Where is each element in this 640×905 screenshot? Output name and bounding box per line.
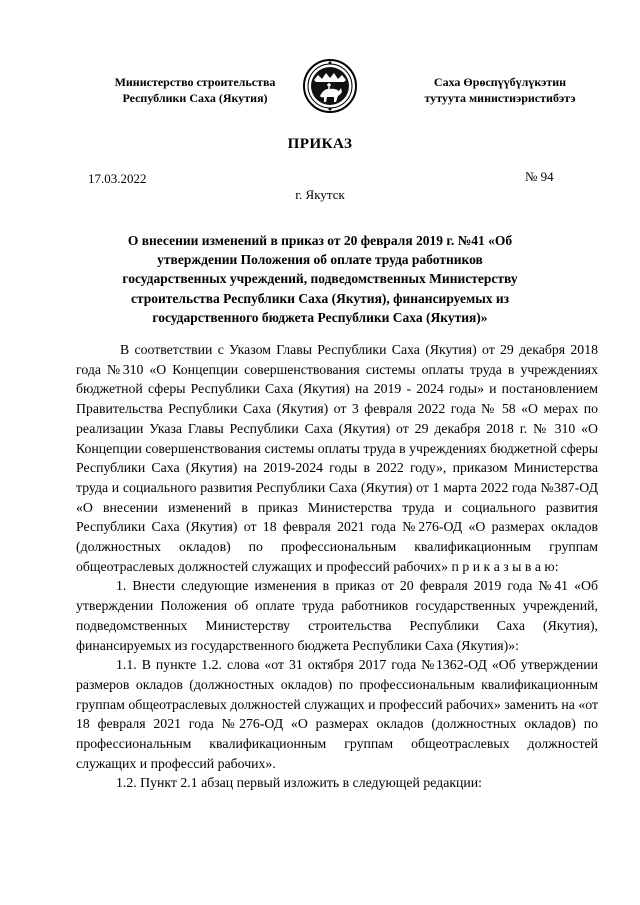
order-body [76,340,598,793]
item-1-1-paragraph: 1.1. В пункте 1.2. слова «от 31 октября 2017 года №1362-ОД «Об утверждении размеров окладов (должностных окладов) по профессиональным квалификационным группам общеотраслевых должностей служащих и профессий рабочих» заменить на «от 18 февраля 2021 года №276-ОД «О размерах окладов (должностных окладов) по профессиональным квалификационным группам общеотраслевых должностей служащих и профессий рабочих». [76,657,598,771]
ministry-name-line: Республики Саха (Якутия) [122,91,268,105]
ministry-name-line: тутуута министиэристибэтэ [424,91,576,105]
ministry-name-russian [100,74,290,106]
emblem-icon [302,58,358,114]
ministry-name-yakut [405,74,595,106]
order-subject: О внесении изменений в приказ от 20 февраля 2019 г. №41 «Об утверждении Положения об оплате труда работников государственных учреждений, подведомственных Министерству строительства Республики Саха (Якутия), финансируемых из государственного бюджета Республики Саха (Якутия)» [122,233,518,325]
item-1-2-paragraph: 1.2. Пункт 2.1 абзац первый изложить в следующей редакции: [116,775,483,791]
preamble-paragraph: В соответствии с Указом Главы Республики Саха (Якутия) от 29 декабря 2018 года №310 «О Концепции совершенствования системы оплаты труда в учреждениях бюджетной сферы Республики Саха (Якутия) на 2019 - 2024 годы» и постановлением Правительства Республики Саха (Якутия) от 3 февраля 2022 года № 58 «О мерах по реализации Указа Главы Республики Саха (Якутия) от 29 декабря 2018 г. № 310 «О Концепции совершенствования системы оплаты труда в учреждениях бюджетной сферы Республики Саха (Якутия) на 2019-2024 годы в 2022 году», приказом Министерства труда и социального развития Республики Саха (Якутия) от 1 марта 2022 года №387-ОД «О внесении изменений в приказ Министерства труда и социального развития Республики Саха (Якутия) от 18 февраля 2021 года №276-ОД «О размерах окладов (должностных окладов) по профессиональным квалификационным группам общеотраслевых должностей служащих и профессий рабочих» п р и к а з ы в а ю: [76,342,598,574]
order-title: ПРИКАЗ [287,136,353,152]
ministry-name-line: Министерство строительства [114,75,276,89]
coat-of-arms-emblem [302,58,358,114]
order-city: г. Якутск [295,187,345,202]
item-1-paragraph: 1. Внести следующие изменения в приказ от 20 февраля 2019 года №41 «Об утверждении Положения об оплате труда работников государственных учреждений, подведомственных Министерству строительства Республики Саха (Якутия), финансируемых из государственного бюджета Республики Саха (Якутия)»: [76,578,598,653]
order-number: № 94 [525,169,554,184]
order-date: 17.03.2022 [88,171,147,186]
ministry-name-line: Саха Өрөспүүбүлүкэтин [433,75,567,89]
